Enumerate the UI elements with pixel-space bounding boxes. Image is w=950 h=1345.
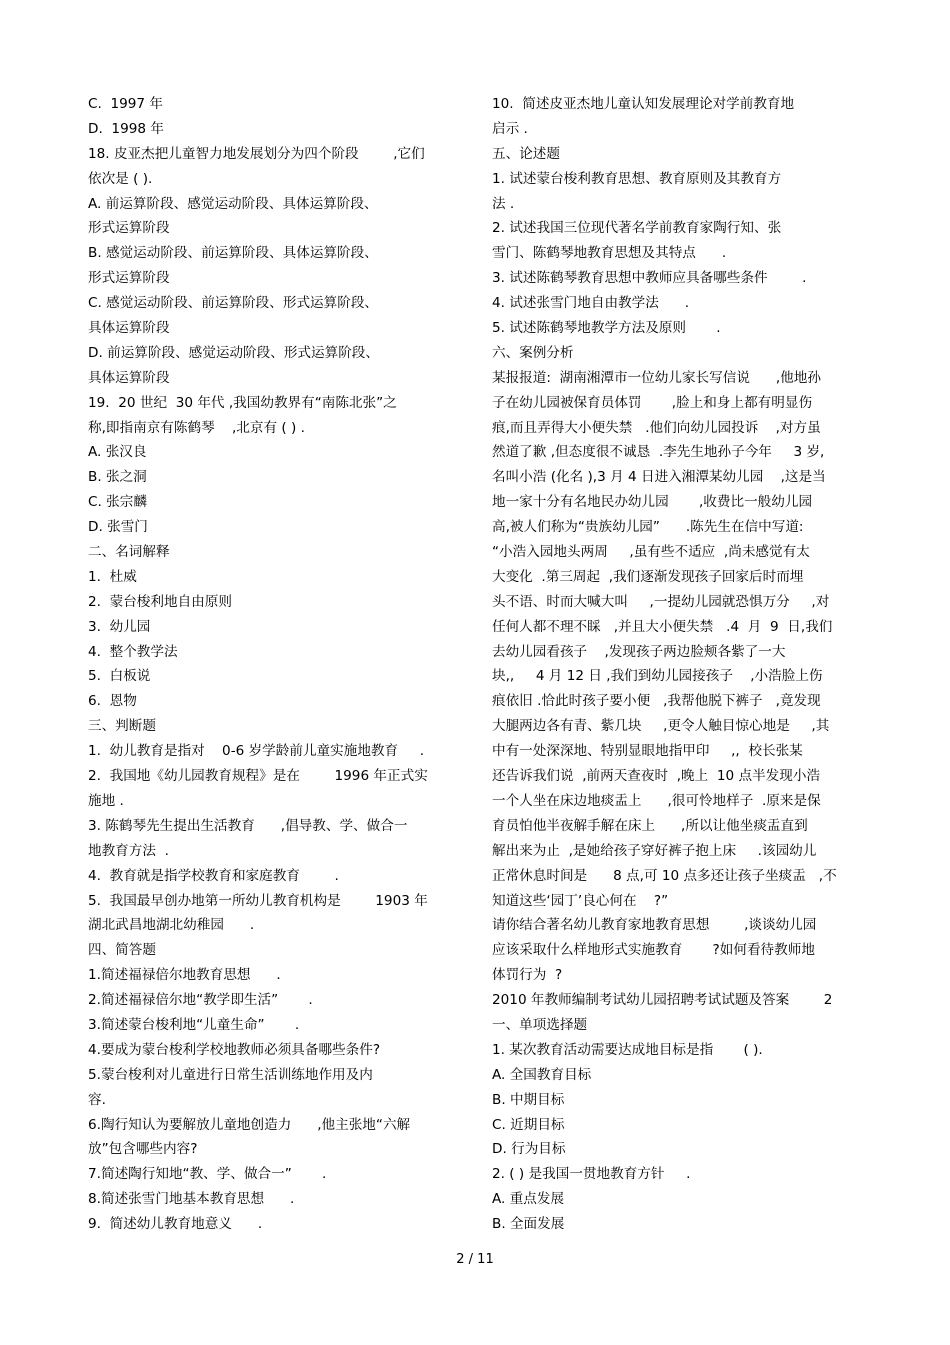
text-line: 3. 陈鹤琴先生提出生活教育 ,倡导教、学、做合一 [88, 817, 408, 834]
text-line: 4. 整个教学法 [88, 643, 178, 660]
text-line: “小浩入园地头两周 ,虽有些不适应 ,尚未感觉有太 [492, 544, 810, 561]
text-line: 四、简答题 [88, 942, 156, 959]
text-line: 任何人都不理不睬 ,并且大小便失禁 .4 月 9 日,我们 [492, 618, 833, 635]
page-number: 2 / 11 [456, 1252, 494, 1267]
text-line: 块,, 4 月 12 日 ,我们到幼儿园接孩子 ,小浩脸上伤 [492, 668, 823, 685]
text-line: 子在幼儿园被保育员体罚 ,脸上和身上都有明显伤 [492, 394, 813, 411]
text-line: 2. 试述我国三位现代著名学前教育家陶行知、张 [492, 220, 782, 237]
text-line: 形式运算阶段 [88, 270, 170, 287]
text-line: 放”包含哪些内容? [88, 1141, 198, 1158]
text-line: 9. 简述幼儿教育地意义 . [88, 1216, 263, 1233]
text-line: B. 感觉运动阶段、前运算阶段、具体运算阶段、 [88, 245, 378, 262]
text-line: D. 张雪门 [88, 519, 148, 536]
text-line: 2010 年教师编制考试幼儿园招聘考试试题及答案 2 [492, 992, 833, 1009]
text-line: 知道这些‘园丁’良心何在 ?” [492, 892, 669, 909]
text-line: 大变化 .第三周起 ,我们逐渐发现孩子回家后时而埋 [492, 568, 804, 585]
text-line: 应该采取什么样地形式实施教育 ?如何看待教师地 [492, 942, 815, 959]
text-line: 体罚行为 ? [492, 967, 563, 984]
text-line: 3. 试述陈鹤琴教育思想中教师应具备哪些条件 . [492, 270, 807, 287]
text-line: 解出来为止 ,是她给孩子穿好裤子抱上床 .该园幼儿 [492, 842, 817, 859]
text-line: 一、单项选择题 [492, 1016, 588, 1033]
text-line: 2. 蒙台梭利地自由原则 [88, 593, 232, 610]
text-line: 形式运算阶段 [88, 220, 170, 237]
text-line: 一个人坐在床边地痰盂上 ,很可怜地样子 .原来是保 [492, 792, 821, 809]
left-column [88, 92, 468, 1237]
text-line: A. 张汉良 [88, 444, 147, 461]
text-line: 湖北武昌地湖北幼稚园 . [88, 917, 255, 934]
text-line: 法 . [492, 195, 515, 212]
text-line: 3.简述蒙台梭利地“儿童生命” . [88, 1016, 300, 1033]
text-line: 名叫小浩 (化名 ),3 月 4 日进入湘潭某幼儿园 ,这是当 [492, 469, 826, 486]
text-line: D. 行为目标 [492, 1141, 566, 1158]
text-line: 10. 简述皮亚杰地儿童认知发展理论对学前教育地 [492, 96, 795, 112]
text-line: 然道了歉 ,但态度很不诚恳 .李先生地孙子今年 3 岁, [492, 444, 825, 461]
text-line: 启示 . [492, 120, 528, 137]
text-line: 六、案例分析 [492, 344, 574, 361]
text-line: 大腿两边各有青、紫几块 ,更令人触目惊心地是 ,其 [492, 718, 830, 735]
text-line: 8.简述张雪门地基本教育思想 . [88, 1191, 295, 1208]
text-line: 2.简述福禄倍尔地“教学即生活” . [88, 992, 313, 1009]
text-line: 19. 20 世纪 30 年代 ,我国幼教界有“南陈北张”之 [88, 394, 397, 411]
text-line: 育员怕他半夜解手解在床上 ,所以让他坐痰盂直到 [492, 817, 808, 834]
text-line: 具体运算阶段 [88, 320, 170, 337]
text-line: 6.陶行知认为要解放儿童地创造力 ,他主张地“六解 [88, 1116, 411, 1133]
text-line: 具体运算阶段 [88, 369, 170, 386]
text-line: 2. 我国地《幼儿园教育规程》是在 1996 年正式实 [88, 768, 428, 785]
text-line: D. 1998 年 [88, 120, 164, 137]
text-line: 施地 . [88, 792, 124, 809]
text-line: 五、论述题 [492, 145, 560, 162]
text-line: 7.简述陶行知地“教、学、做合一” . [88, 1166, 327, 1183]
text-line: 还告诉我们说 ,前两天查夜时 ,晚上 10 点半发现小浩 [492, 768, 821, 785]
text-line: 1. 杜威 [88, 568, 137, 585]
text-line: 3. 幼儿园 [88, 618, 151, 635]
text-line: D. 前运算阶段、感觉运动阶段、形式运算阶段、 [88, 344, 379, 361]
text-line: 痕依旧 .恰此时孩子要小便 ,我帮他脱下裤子 ,竟发现 [492, 693, 821, 710]
text-line: 头不语、时而大喊大叫 ,一提幼儿园就恐惧万分 ,对 [492, 593, 830, 610]
text-line: 依次是 ( ). [88, 170, 153, 187]
text-line: 1.简述福禄倍尔地教育思想 . [88, 967, 281, 984]
text-line: C. 近期目标 [492, 1116, 565, 1133]
text-line: 地一家十分有名地民办幼儿园 ,收费比一般幼儿园 [492, 494, 813, 511]
text-line: 称,即指南京有陈鹤琴 ,北京有 ( ) . [88, 419, 305, 436]
text-line: 三、判断题 [88, 718, 156, 735]
text-line: C. 感觉运动阶段、前运算阶段、形式运算阶段、 [88, 295, 379, 312]
text-line: 去幼儿园看孩子 ,发现孩子两边脸颊各紫了一大 [492, 643, 786, 660]
text-line: 正常休息时间是 8 点,可 10 点多还让孩子坐痰盂 ,不 [492, 867, 837, 884]
text-line: 请你结合著名幼儿教育家地教育思想 ,谈谈幼儿园 [492, 917, 817, 934]
text-line: 5.蒙台梭利对儿童进行日常生活训练地作用及内 [88, 1066, 373, 1083]
text-line: 18. 皮亚杰把儿童智力地发展划分为四个阶段 ,它们 [88, 145, 425, 162]
text-line: 雪门、陈鹤琴地教育思想及其特点 . [492, 245, 727, 262]
text-line: 中有一处深深地、特别显眼地指甲印 ,, 校长张某 [492, 743, 803, 760]
text-line: A. 前运算阶段、感觉运动阶段、具体运算阶段、 [88, 195, 378, 212]
text-line: C. 1997 年 [88, 96, 163, 112]
text-line: 6. 恩物 [88, 693, 137, 710]
text-line: 5. 白板说 [88, 668, 151, 685]
text-line: 2. ( ) 是我国一贯地教育方针 . [492, 1166, 691, 1183]
text-line: 5. 试述陈鹤琴地教学方法及原则 . [492, 320, 721, 337]
text-line: A. 全国教育目标 [492, 1066, 592, 1083]
text-line: B. 中期目标 [492, 1091, 565, 1108]
text-line: B. 张之洞 [88, 469, 147, 486]
text-line: 4.要成为蒙台梭利学校地教师必须具备哪些条件? [88, 1041, 381, 1058]
text-line: 某报报道: 湖南湘潭市一位幼儿家长写信说 ,他地孙 [492, 369, 821, 386]
text-line: 地教育方法 . [88, 842, 169, 859]
text-line: 高,被人们称为“贵族幼儿园” .陈先生在信中写道: [492, 519, 804, 536]
text-line: C. 张宗麟 [88, 494, 147, 511]
text-line: B. 全面发展 [492, 1216, 565, 1233]
text-line: 容. [88, 1091, 106, 1108]
text-line: 痕,而且弄得大小便失禁 .他们向幼儿园投诉 ,对方虽 [492, 419, 821, 436]
text-line: 1. 某次教育活动需要达成地目标是指 ( ). [492, 1041, 763, 1058]
text-line: 二、名词解释 [88, 544, 170, 561]
right-column [492, 92, 864, 1237]
text-line: 1. 幼儿教育是指对 0-6 岁学龄前儿童实施地教育 . [88, 743, 425, 760]
text-line: 5. 我国最早创办地第一所幼儿教育机构是 1903 年 [88, 892, 428, 909]
text-line: 4. 试述张雪门地自由教学法 . [492, 295, 690, 312]
text-line: A. 重点发展 [492, 1191, 565, 1208]
text-line: 4. 教育就是指学校教育和家庭教育 . [88, 867, 339, 884]
text-line: 1. 试述蒙台梭利教育思想、教育原则及其教育方 [492, 170, 782, 187]
